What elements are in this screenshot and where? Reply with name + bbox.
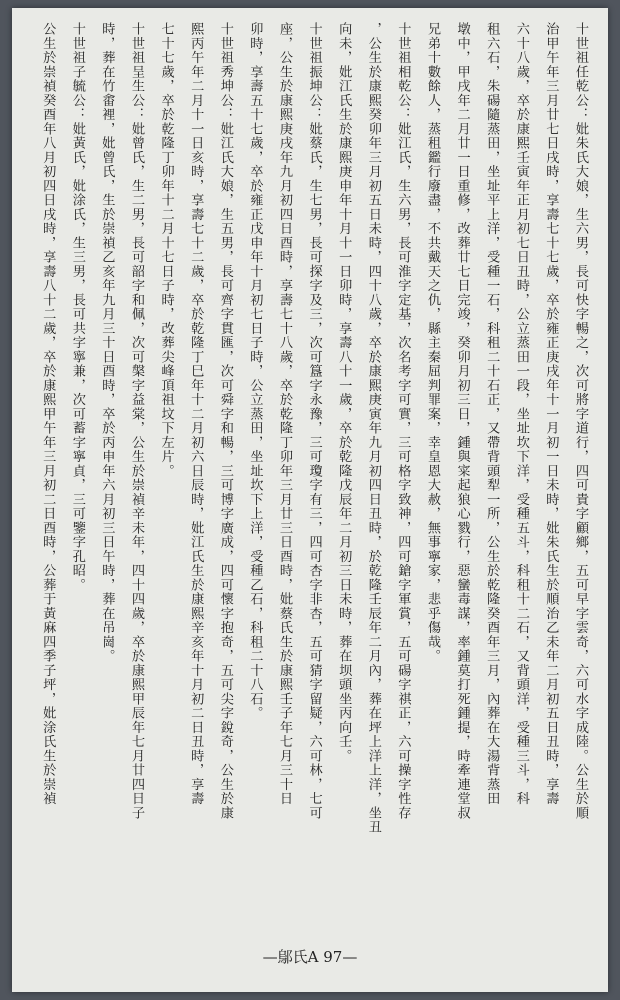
text-column: 向未，妣江氏生於康熙庚申年十月十一日卯時，享壽八十一歲，卒於乾隆戊辰年二月初三日未時，葬在坝頭坐丙向壬。 — [336, 22, 352, 763]
text-column: 十世祖秀坤公：妣江氏大娘，生五男，長可齊字貫匯，次可舜字和暢，三可博字廣成，四可懷字抱奇，五可尖字銳奇，公生於康 — [217, 22, 233, 820]
text-column: 治甲午年三月廿七日戌時，享壽七十七歲，卒於雍正庚戌年十一月初一日未時，妣朱氏生於順治乙未年二月初五日丑時，享壽 — [543, 22, 559, 806]
text-column: 六十八歲，卒於康熙壬寅年正月初七日丑時，公立蒸田一段，坐址坎下洋，受種五斗，科租十二石，又背頭洋，受種三斗，科 — [513, 22, 529, 806]
text-column: 墩中，甲戌年二月廿一日重修，改葬廿七日完竣，癸卯月初三日，鍾與寀起狼心戮行，惡蠻毒謀，率鍾莫打死鍾提，時牽連堂叔 — [454, 22, 470, 820]
text-column: 十世祖子毓公：妣黃氏，妣涂氏，生三男，長可共字寧兼，次可蓄字寧貞，三可鑒字孔昭。 — [69, 22, 85, 592]
text-column: 十世祖振坤公：妣蔡氏，生七男，長可探字及三，次可簋字永豫，三可瓊字有三，四可杏字非杏，五可猜字留疑，六可林，七可 — [306, 22, 322, 820]
text-column: 十世祖任乾公：妣朱氏大娘，生六男，長可快字暢之，次可將字道行，四可貴字顧鄉，五可早字雲奇，六可水字成陸。公生於順 — [573, 22, 588, 820]
text-column: 租六石，朱碭隨蒸田，坐址平上洋，受種一石，科租二十石正，又帶背頭犁一所，公生於乾隆癸酉年三月，內葬在大湯背蒸田 — [484, 22, 500, 806]
page-number: —鄔氏A 97— — [262, 948, 358, 966]
text-column: 熙丙午年二月十一日亥時，享壽七十二歲，卒於乾隆丁巳年十二月初六日辰時，妣江氏生於康熙辛亥年十月初二日丑時，享壽 — [188, 22, 204, 806]
text-column: 座，公生於康熙庚戌年九月初四日酉時，享壽七十八歲，卒於乾隆丁卯年三月廿三日酉時，妣蔡氏生於康熙壬子年七月三十日 — [277, 22, 292, 806]
text-column: ，公生於康熙癸卯年三月初五日未時，四十八歲，卒於康熙庚寅年九月初四日丑時，於乾隆壬辰年二月內，葬在坪上洋上洋，坐丑 — [365, 22, 381, 835]
text-column: 十世祖相乾公：妣江氏，生六男，長可淮字定基，次名考字可實，三可格字致神，四可鎗字軍賞，五可碭字祺正，六可操字性存 — [395, 22, 411, 820]
text-column: 十世祖呈生公：妣曾氏，生二男，長可韶字和佩，次可槃字益棠，公生於崇禎辛未年，四十四歲，卒於康熙甲辰年七月廿四日子 — [129, 22, 144, 820]
text-column: 七十七歲，卒於乾隆丁卯年十二月十七日子時，改葬尖峰頂祖坟下左片。 — [158, 22, 174, 478]
text-column: 卯時，享壽五十七歲，卒於雍正戊申年十月初七日子時，公立蒸田，坐址坎下上洋，受種乙石，科租二十八石。 — [247, 22, 263, 721]
genealogy-page — [12, 8, 608, 992]
text-column: 兄弟十數餘人，蒸租鑑行廢盡，不共戴天之仇，縣主秦屈判罪案，幸皇恩大赦，無事寧家，悲乎傷哉。 — [425, 22, 440, 664]
text-column: 時，葬在竹畬裡，妣曾氏，生於崇禎乙亥年九月三十日酉時，卒於丙申年六月初三日午時，葬在吊崗。 — [99, 22, 115, 664]
text-column: 公生於崇禎癸酉年八月初四日戌時，享壽八十二歲，卒於康熙甲午年三月初二日酉時，公葬于黃麻四季子坪，妣涂氏生於崇禎 — [40, 22, 56, 806]
